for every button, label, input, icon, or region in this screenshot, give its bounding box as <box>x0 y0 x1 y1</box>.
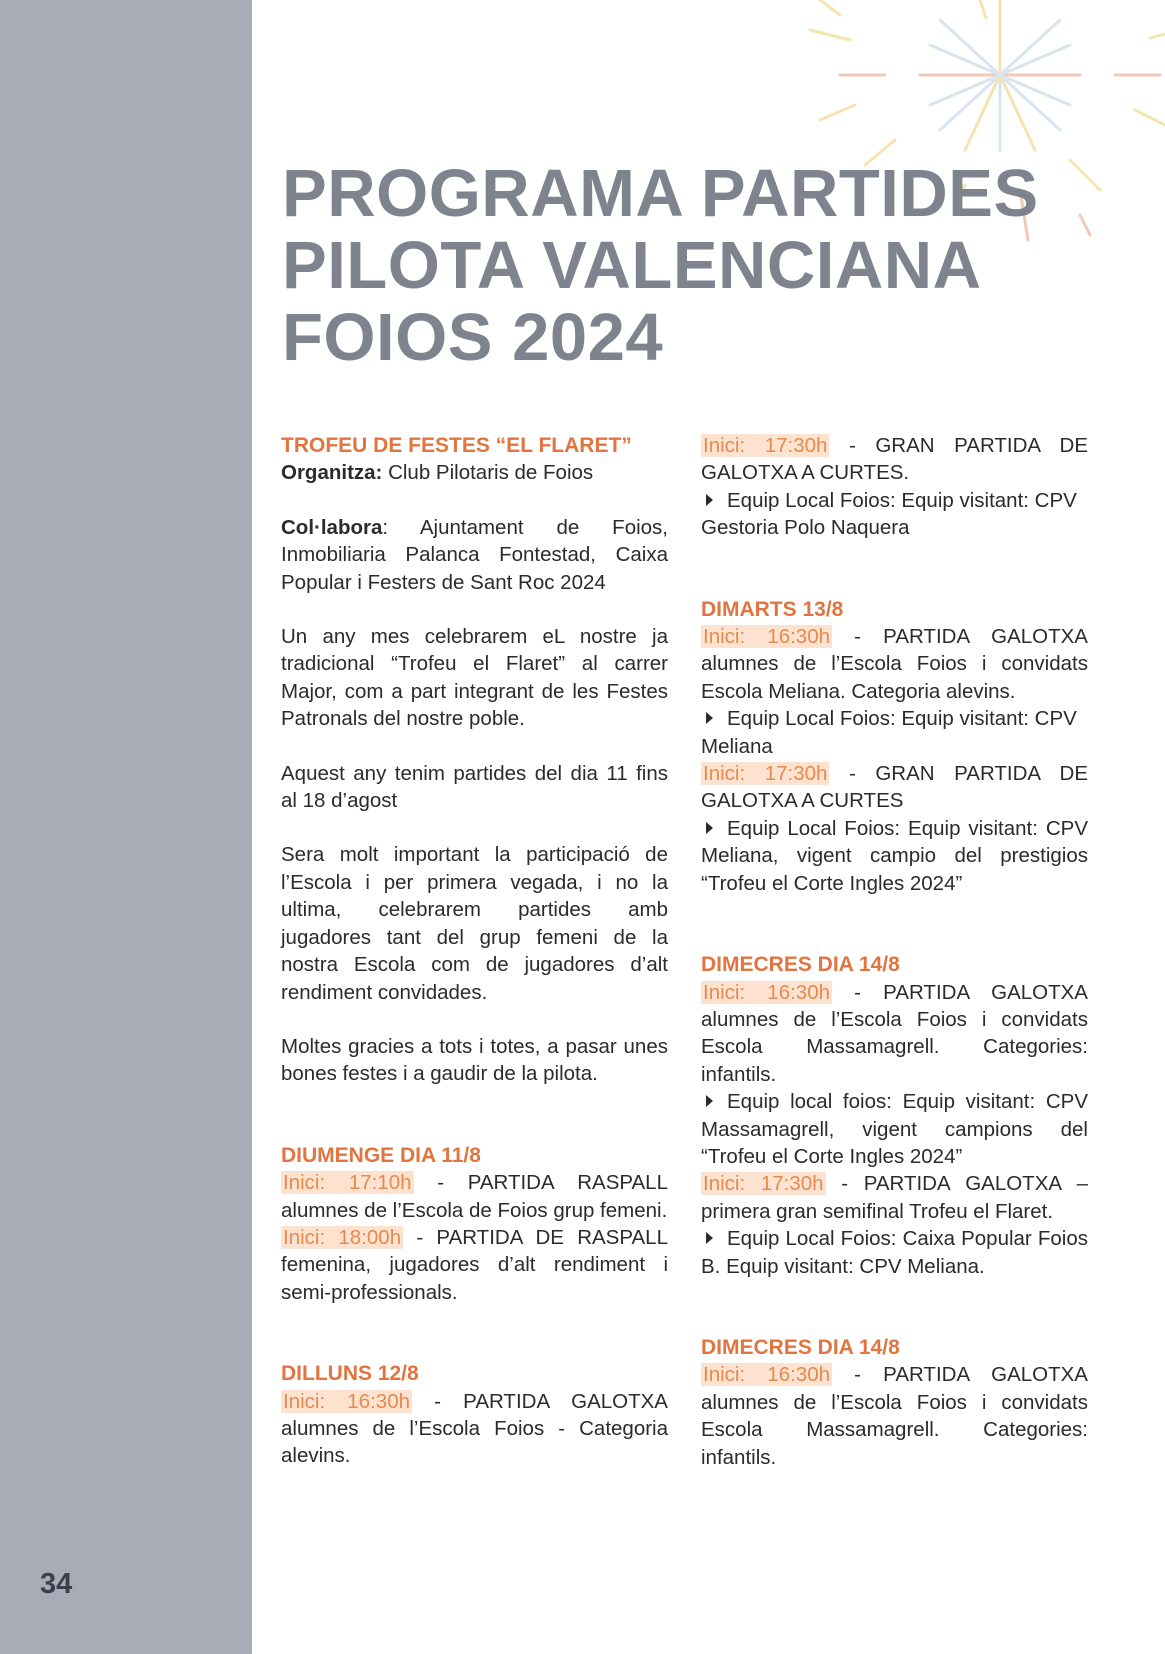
teams-text: Equip Local Foios: Equip visitant: CPV Meliana, vigent campio del prestigios “Trofeu el Corte Ingles 2024” <box>701 816 1088 895</box>
dimecres-match-1 <box>701 979 1088 1089</box>
diumenge-heading: DIUMENGE DIA 11/8 <box>281 1143 481 1167</box>
collabora-text: : Ajuntament de Foios, Inmobiliaria Palanca Fontestad, Caixa Popular i Festers de Sant Roc 2024 <box>281 515 668 594</box>
start-time: Inici: 18:00h <box>283 1225 402 1249</box>
start-time: Inici: 17:30h <box>703 434 828 457</box>
dimecres-teams-2 <box>701 1225 1088 1280</box>
dilluns-match-1 <box>281 1388 668 1470</box>
title-line-3: FOIOS 2024 <box>282 300 664 375</box>
title-line-1: PROGRAMA PARTIDES <box>282 156 1039 231</box>
start-time: Inici: 16:30h <box>703 625 831 649</box>
bullet-triangle-icon <box>706 1095 713 1107</box>
title-line-2: PILOTA VALENCIANA <box>282 228 982 303</box>
organitza-label: Organitza: <box>281 461 383 485</box>
teams-text: Equip Local Foios: Equip visitant: CPV Meliana <box>701 707 1077 758</box>
start-time: Inici: 16:30h <box>283 1389 411 1413</box>
dimarts-heading: DIMARTS 13/8 <box>701 597 844 621</box>
start-time: Inici: 17:10h <box>283 1171 412 1195</box>
dimarts-teams-1 <box>701 705 1088 760</box>
match-description: - PARTIDA RASPALL alumnes de l’Escola de Foios grup femeni. <box>281 1171 668 1222</box>
match-description: - PARTIDA GALOTXA alumnes de l’Escola Foios i convidats Escola Massamagrell. Categories: infantils. <box>701 980 1088 1086</box>
dimecres-match-2 <box>701 1170 1088 1225</box>
bullet-triangle-icon <box>706 712 713 724</box>
start-time: Inici: 16:30h <box>703 1363 831 1387</box>
match-description: - PARTIDA GALOTXA alumnes de l’Escola Foios i convidats Escola Meliana. Categoria alevins. <box>701 625 1088 703</box>
start-time: Inici: 16:30h <box>703 980 831 1004</box>
organitza-line <box>281 459 668 486</box>
teams-text: Equip Local Foios: Caixa Popular Foios B. Equip visitant: CPV Meliana. <box>701 1227 1088 1278</box>
match-description: - PARTIDA GALOTXA – primera gran semifinal Trofeu el Flaret. <box>701 1172 1088 1223</box>
dilluns-teams <box>701 487 1088 542</box>
right-column <box>701 432 1088 1471</box>
dimecres-heading-2: DIMECRES DIA 14/8 <box>701 1335 900 1359</box>
page-number: 34 <box>40 1568 73 1600</box>
intro-paragraph-3: Sera molt important la participació de l’Escola i per primera vegada, i no la ultima, celebrarem partides amb jugadores tant del grup femeni de la nostra Escola com de jugadores d’alt rendiment convidades. <box>281 843 668 1004</box>
intro-paragraph-1: Un any mes celebrarem eL nostre ja tradicional “Trofeu el Flaret” al carrer Major, com a part integrant de les Festes Patronals del nostre poble. <box>281 625 668 731</box>
match-description: - PARTIDA GALOTXA alumnes de l’Escola Foios - Categoria alevins. <box>281 1389 668 1468</box>
match-description: - GRAN PARTIDA DE GALOTXA A CURTES <box>701 762 1088 813</box>
bullet-triangle-icon <box>706 494 713 506</box>
intro-paragraph-2: Aquest any tenim partides del dia 11 fins al 18 d’agost <box>281 761 668 813</box>
bullet-triangle-icon <box>706 822 713 834</box>
left-column <box>281 432 668 1470</box>
teams-text: Equip local foios: Equip visitant: CPV Massamagrell, vigent campions del “Trofeu el Corte Ingles 2024” <box>701 1090 1088 1168</box>
dimecres2-match-1 <box>701 1361 1088 1471</box>
teams-text: Equip Local Foios: Equip visitant: CPV Gestoria Polo Naquera <box>701 488 1077 540</box>
start-time: Inici: 17:30h <box>703 762 828 786</box>
dimarts-teams-2 <box>701 815 1088 897</box>
dimecres-heading: DIMECRES DIA 14/8 <box>701 953 900 977</box>
trofeu-heading: TROFEU DE FESTES “EL FLARET” <box>281 434 632 457</box>
dilluns-match-2 <box>701 432 1088 487</box>
intro-paragraph-4: Moltes gracies a tots i totes, a pasar unes bones festes i a gaudir de la pilota. <box>281 1034 668 1086</box>
start-time: Inici: 17:30h <box>703 1172 824 1196</box>
dimarts-match-1 <box>701 623 1088 705</box>
collabora-label: Col·labora <box>281 515 383 539</box>
dilluns-heading: DILLUNS 12/8 <box>281 1362 419 1386</box>
diumenge-match-1 <box>281 1169 668 1224</box>
page-title <box>282 158 1039 374</box>
bullet-triangle-icon <box>706 1232 713 1244</box>
collabora-paragraph <box>281 514 668 596</box>
match-description: - GRAN PARTIDA DE GALOTXA A CURTES. <box>701 434 1088 485</box>
dimarts-match-2 <box>701 760 1088 815</box>
match-description: - PARTIDA DE RASPALL femenina, jugadores d’alt rendiment i semi-professionals. <box>281 1225 668 1304</box>
organitza-text: Club Pilotaris de Foios <box>382 461 594 485</box>
diumenge-match-2 <box>281 1224 668 1306</box>
dimecres-teams-1 <box>701 1088 1088 1170</box>
match-description: - PARTIDA GALOTXA alumnes de l’Escola Foios i convidats Escola Massamagrell. Categories: infantils. <box>701 1363 1088 1469</box>
sidebar-band <box>0 0 252 1654</box>
